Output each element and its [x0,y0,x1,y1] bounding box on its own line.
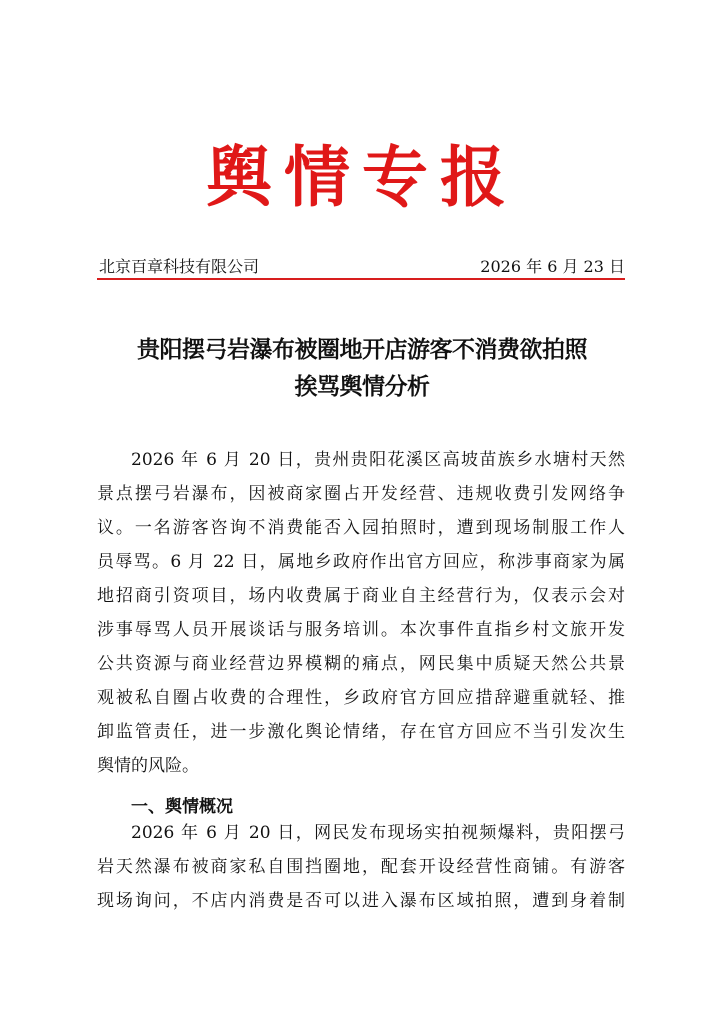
paragraph-line: 现场询问，不店内消费是否可以进入瀑布区域拍照，遭到身着制 [97,891,625,911]
paragraph-line: 员辱骂。6 月 22 日，属地乡政府作出官方回应，称涉事商家为属 [97,552,625,572]
title-line: 贵阳摆弓岩瀑布被圈地开店游客不消费欲拍照 [137,337,587,363]
paragraph-line: 景点摆弓岩瀑布，因被商家圈占开发经营、违规收费引发网络争 [97,484,625,504]
title-line: 挨骂舆情分析 [294,374,430,400]
report-date: 2026 年 6 月 23 日 [480,257,625,276]
section-heading: 一、舆情概况 [131,797,233,817]
paragraph-line: 观被私自圈占收费的合理性，乡政府官方回应措辞避重就轻、推 [97,688,625,708]
masthead-title: 舆情专报 [206,139,518,216]
paragraph-line: 议。一名游客咨询不消费能否入园拍照时，遭到现场制服工作人 [97,518,625,538]
header-divider [97,278,625,280]
paragraph-line: 舆情的风险。 [97,756,199,776]
summary-paragraph [97,443,625,783]
company-name: 北京百章科技有限公司 [99,257,260,276]
paragraph-line: 公共资源与商业经营边界模糊的痛点，网民集中质疑天然公共景 [97,654,625,674]
report-header [99,255,625,279]
paragraph-line: 2026 年 6 月 20 日，贵州贵阳花溪区高坡苗族乡水塘村天然 [131,450,625,470]
paragraph-line: 卸监管责任，进一步激化舆论情绪，存在官方回应不当引发次生 [97,722,625,742]
paragraph-line: 地招商引资项目，场内收费属于商业自主经营行为，仅表示会对 [97,586,625,606]
paragraph-line: 2026 年 6 月 20 日，网民发布现场实拍视频爆料，贵阳摆弓 [131,823,625,843]
section-paragraph [97,816,625,918]
document-title [90,332,634,406]
paragraph-line: 岩天然瀑布被商家私自围挡圈地，配套开设经营性商铺。有游客 [97,857,625,877]
paragraph-line: 涉事辱骂人员开展谈话与服务培训。本次事件直指乡村文旅开发 [97,620,625,640]
